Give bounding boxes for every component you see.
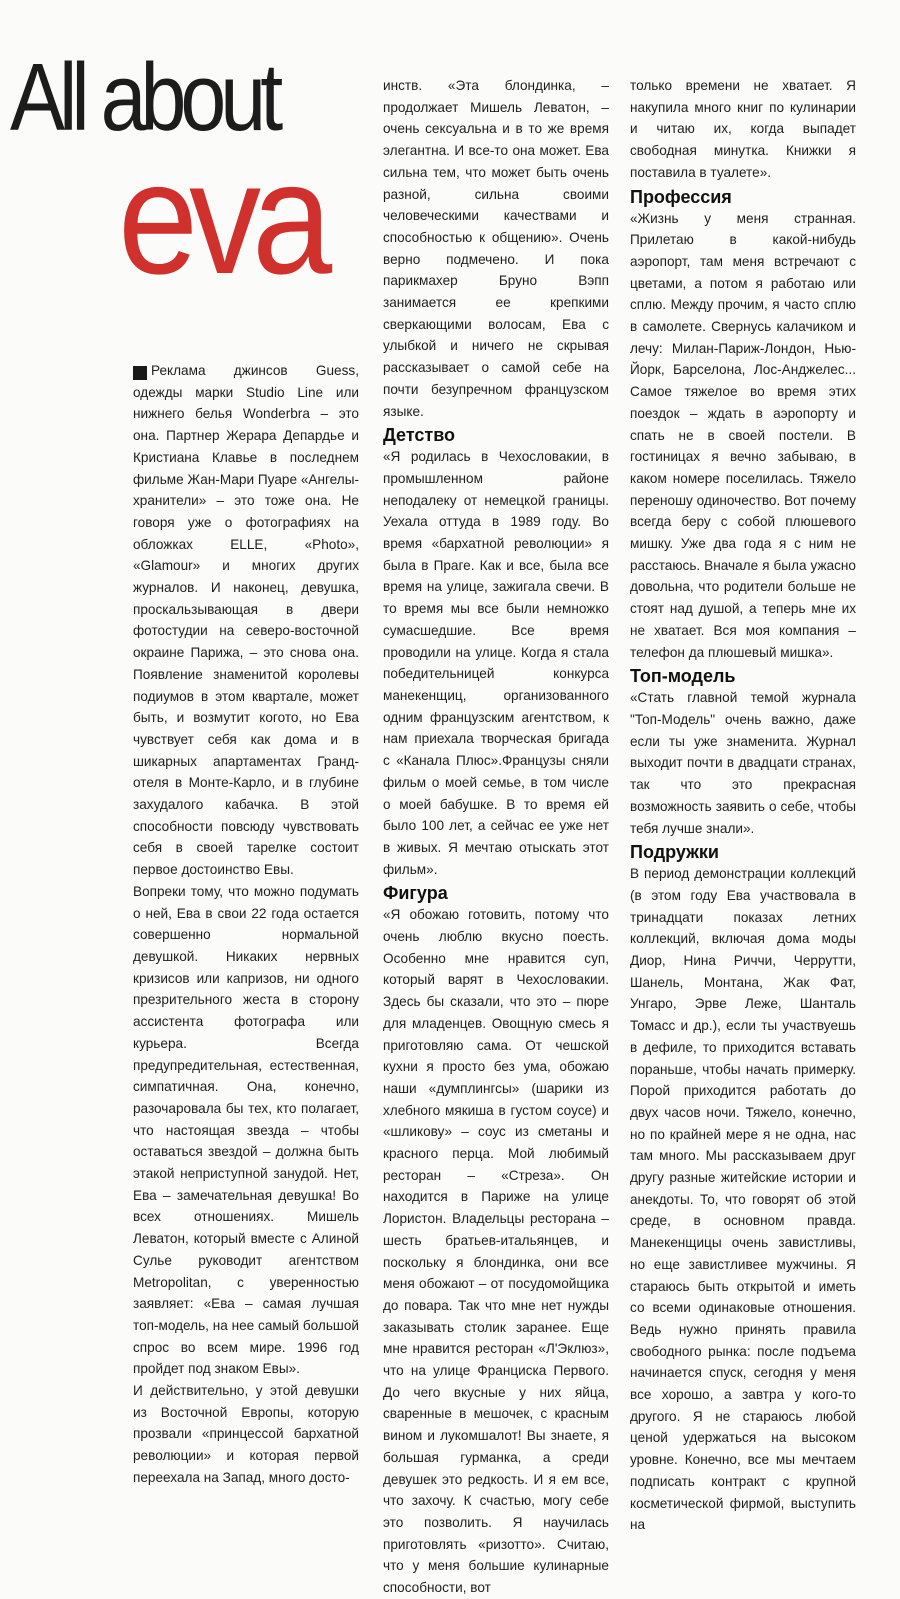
- figure-paragraph: «Я обожаю готовить, потому что очень люблю вкусно поесть. Особенно мне нравится суп, который варят в Чехословакии. Здесь бы сказали, что это – пюре для младенцев. Овощную смесь я приготовляю сама. От чешской кухни я просто без ума, обожаю наши «думплингсы» (шарики из хлебного мякиша в густом соусе) и «шликову» – соус из сметаны и красного перца. Мой любимый ресторан – «Стреза». Он находится в Париже на улице Лористон. Владельцы ресторана – шесть братьев-итальянцев, и поскольку я блондинка, они все меня обожают – от посудомойщика до повара. Так что мне нет нужды заказывать столик заранее. Еще мне нравится ресторан «Л'Эклюз», что на улице Франциска Первого. До чего вкусные у них яйца, сваренные в мешочек, с красным вином и лукомшалот! Вы знаете, я большая гурманка, а среди девушек это редкость. И я ем все, что захочу. К счастью, могу себе это позволить. Я научилась приготовлять «ризотто». Считаю, что у меня большие кулинарные способности, вот: [383, 907, 609, 1596]
- article-column-3: [630, 75, 856, 1536]
- intro-paragraph-1: Реклама джинсов Guess, одежды марки Studio Line или нижнего белья Wonderbra – это она. Партнер Жерара Депардье и Кристиана Клавье в последнем фильме Жан-Мари Пуаре «Ангелы-хранители» – это тоже она. Не говоря уже о фотографиях на обложках ELLE, «Photo», «Glamour» и многих других журналов. И наконец, девушка, проскальзывающая в двери фотостудии на северо-восточной окраине Парижа, – это снова она. Появление знаменитой королевы подиумов в этом квартале, может быть, и возмутит когото, но Ева чувствует себя как дома и в шикарных апартаментах Гранд-отеля в Монте-Карло, и в глубине захудалого кабачка. В этой способности повсюду чувствовать себя в своей тарелке состоит первое достоинство Евы.: [133, 363, 359, 878]
- drop-cap-square: [133, 366, 147, 380]
- heading-topmodel: Топ-модель: [630, 666, 736, 687]
- intro-paragraph-3: И действительно, у этой девушки из Восточной Европы, которую прозвали «принцессой бархатной революции» и которая первой переехала на Запад, много досто-: [133, 1383, 359, 1485]
- topmodel-paragraph: «Стать главной темой журнала "Топ-Модель" очень важно, даже если ты уже знаменита. Журнал выходит почти в двадцати странах, так что это прекрасная возможность заявить о себе, чтобы тебя лучше знали».: [630, 690, 856, 836]
- title-line-1: All about: [10, 44, 278, 151]
- heading-childhood: Детство: [383, 425, 456, 446]
- heading-profession: Профессия: [630, 186, 732, 207]
- intro-paragraph-2: Вопреки тому, что можно подумать о ней, Ева в свои 22 года остается совершенно нормальной девушкой. Никаких нервных кризисов или капризов, ни одного презрительного жеста в сторону ассистента фотографа или курьера. Всегда предупредительная, естественная, симпатичная. Она, конечно, разочаровала бы тех, кто полагает, что настоящая звезда – чтобы оставаться звездой – должна быть этакой неприступной занудой. Нет, Ева – замечательная девушка! Во всех отношениях. Мишель Леватон, который вместе с Алиной Сулье руководит агентством Metropolitan, с уверенностью заявляет: «Ева – самая лучшая топ-модель, на нее самый большой спрос во всем мире. 1996 год пройдет под знаком Евы».: [133, 883, 359, 1377]
- article-column-1: [133, 360, 359, 1489]
- friends-paragraph: В период демонстрации коллекций (в этом году Ева участвовала в тринадцати показах летних коллекций, включая дома моды Диор, Нина Риччи, Черрутти, Шанель, Монтана, Жак Фат, Унгаро, Эрве Леже, Шанталь Томасс и др.), если ты участвуешь в дефиле, то приходится вставать пораньше, чтобы начать примерку. Порой приходится работать до двух часов ночи. Тяжело, конечно, но по крайней мере я не одна, нас там много. Мы рассказываем друг другу разные житейские истории и анекдоты. То, что говорят об этой среде, в основном правда. Манекенщицы очень завистливы, но еще завистливее мужчины. Я стараюсь быть открытой и иметь со всеми одинаковые отношения. Ведь нужно принять правила свободного рынка: после подъема начинается спуск, сегодня у меня все хорошо, а завтра у кого-то другого. Я не стараюсь любой ценой удержаться на высоком уровне. Конечно, все мы мечтаем подписать контракт с крупной косметической фирмой, выступить на: [630, 866, 856, 1533]
- col3-paragraph-1: только времени не хватает. Я накупила много книг по кулинарии и читаю их, когда выпадет свободная минутка. Книжки я поставила в туалете».: [630, 78, 856, 180]
- col2-paragraph-1: инств. «Эта блондинка, – продолжает Мишель Леватон, – очень сексуальна и в то же время элегантна. И все-то она может. Ева сильна тем, что может быть очень разной, сильна своими человеческими качествами и способностью к общению». Очень верно подмечено. И пока парикмахер Бруно Вэпп занимается ее крепкими сверкающими волосам, Ева с улыбкой и ничего не скрывая рассказывает о самой себе на почти безупречном французском языке.: [383, 78, 609, 419]
- profession-paragraph: «Жизнь у меня странная. Прилетаю в какой-нибудь аэропорт, там меня встречают с цветами, а потом я работаю или сплю. Между прочим, я часто сплю в самолете. Свернусь калачиком и лечу: Милан-Париж-Лондон, Нью-Йорк, Барселона, Лос-Анджелес... Самое тяжелое во время этих поездок – ждать в аэропорту и спать не в своей постели. В гостиницах я вечно забываю, в каком номере поселилась. Тяжело переношу одиночество. Вот почему всегда беру с собой плюшевого мишку. Уже два года я с ним не расстаюсь. Вначале я была ужасно довольна, что родители больше не стоят над душой, а теперь мне их не хватает. Вся моя компания – телефон да плюшевый мишка».: [630, 210, 856, 660]
- heading-friends: Подружки: [630, 842, 719, 863]
- heading-figure: Фигура: [383, 883, 448, 904]
- article-column-2: [383, 75, 609, 1599]
- childhood-paragraph: «Я родилась в Чехословакии, в промышленном районе неподалеку от немецкой границы. Уехала оттуда в 1989 году. Во время «бархатной революции» я была в Праге. Как и все, была все время на улице, зажигала свечи. В то время мы все были немножко сумасшедшие. Все время проводили на улице. Когда я стала победительницей конкурса манекенщиц, организованного одним французским агентством, к нам приехала творческая бригада с «Канала Плюс».Французы сняли фильм о моей семье, в том числе о моей бабушке. В то время ей было 100 лет, а сейчас ее уже нет в живых. Я мечтаю отыскать этот фильм».: [383, 449, 609, 877]
- title-line-2: eva: [118, 128, 324, 307]
